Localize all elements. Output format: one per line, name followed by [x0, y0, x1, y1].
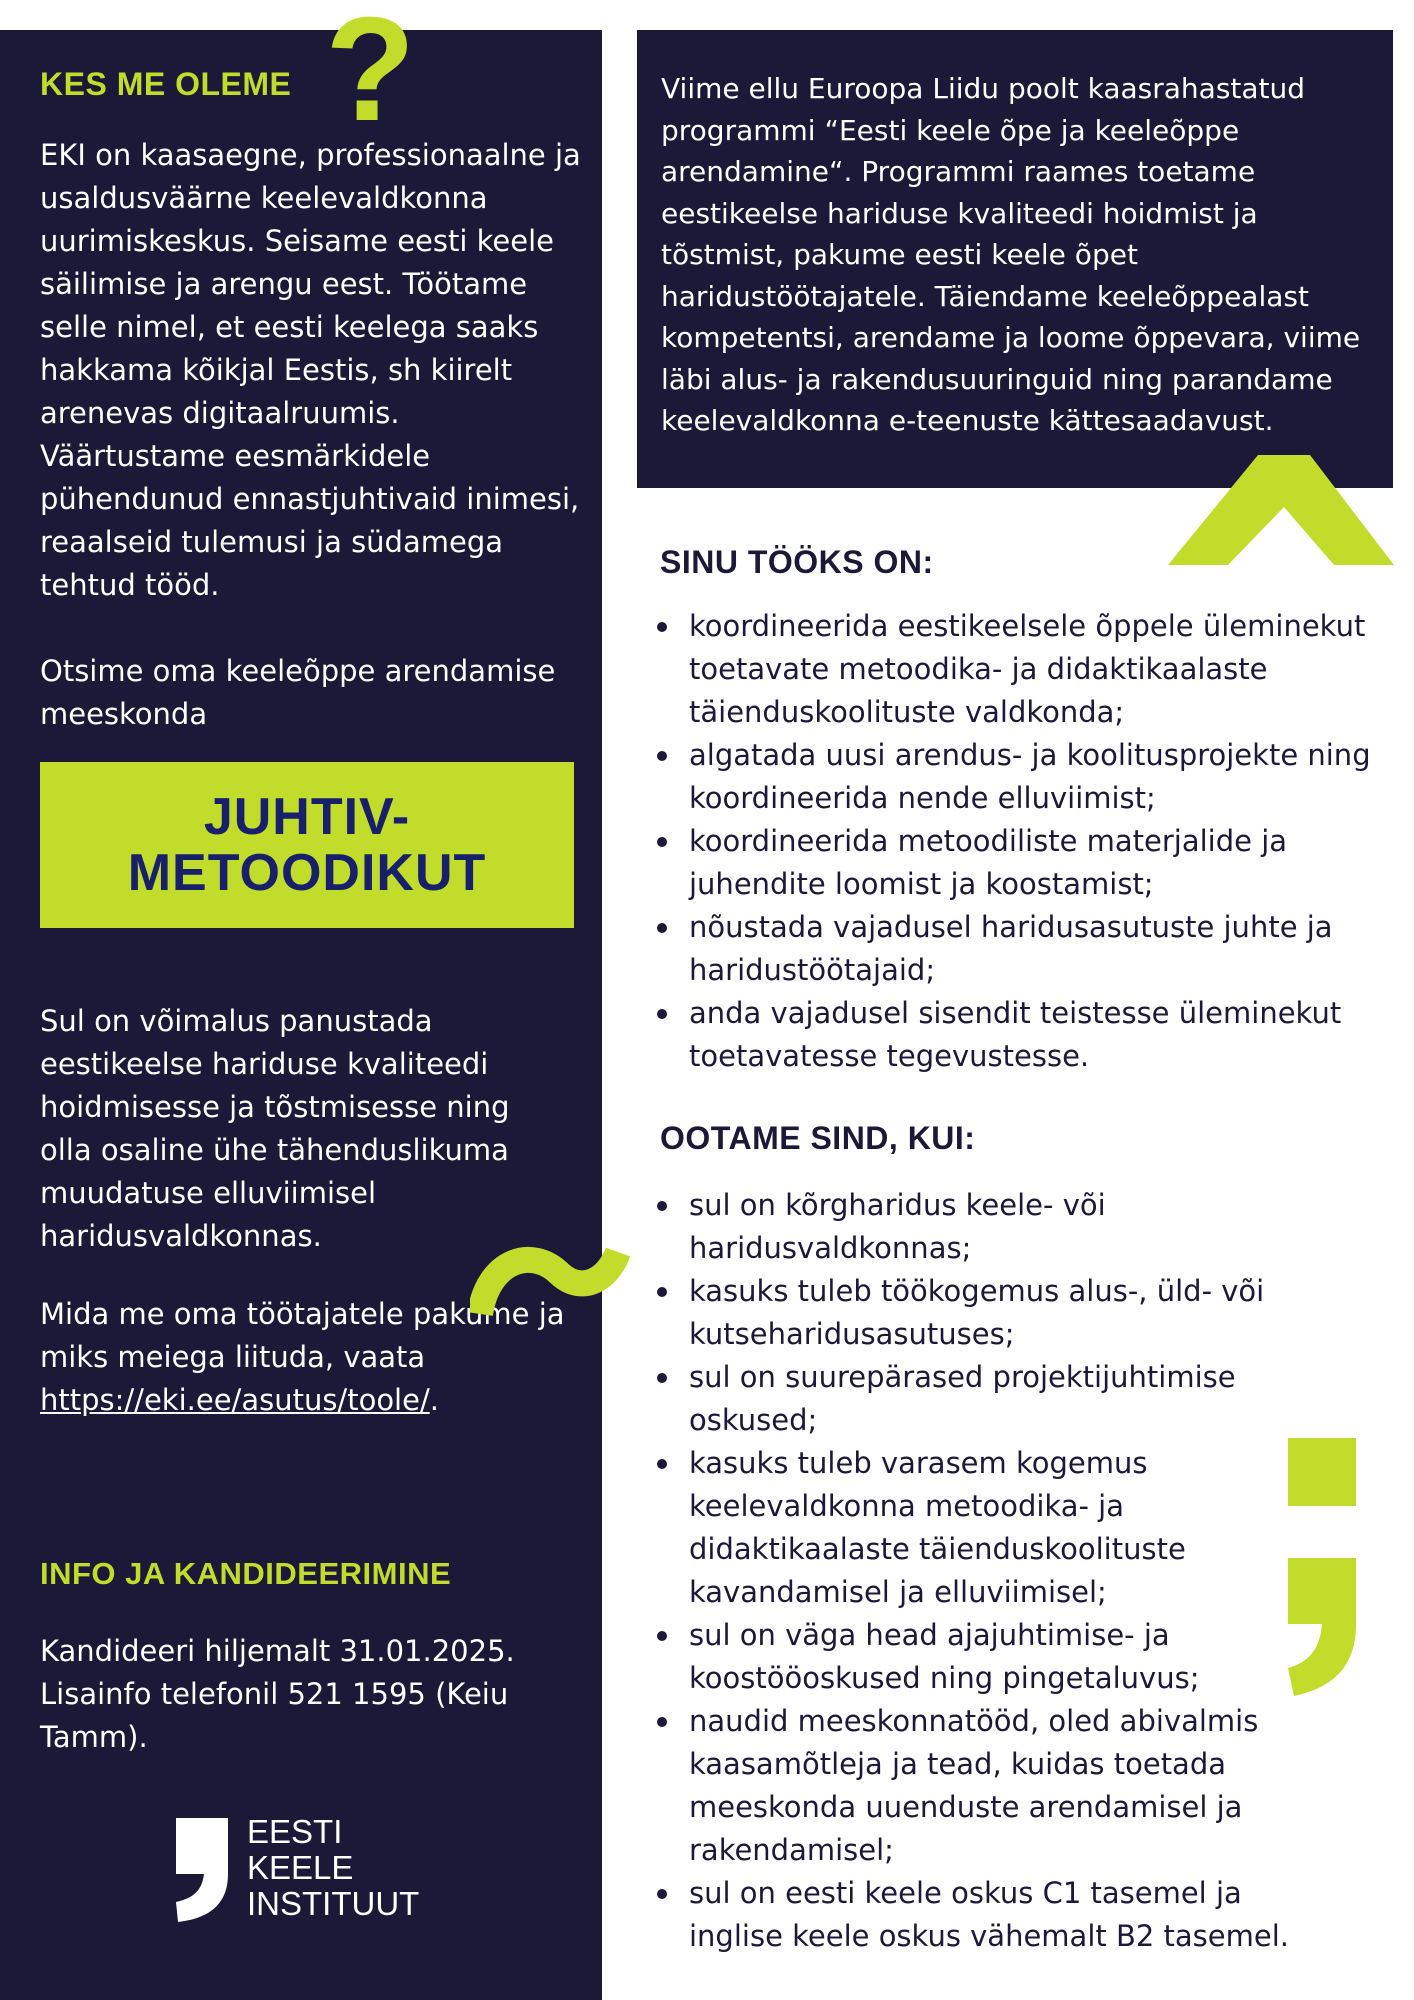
program-box [637, 30, 1393, 488]
list-item: sul on suurepärased projektijuhtimise oskused; [655, 1356, 1315, 1442]
semicolon-decoration-icon [1282, 1438, 1362, 1698]
eki-logo-icon [172, 1818, 232, 1922]
position-title-box [40, 762, 574, 928]
benefits-text: Mida me oma töötajatele pakume ja miks meiega liituda, vaata [40, 1297, 565, 1374]
position-title: JUHTIV- METOODIKUT [127, 788, 487, 902]
list-item: koordineerida eestikeelsele õppele üleminekut toetavate metoodika- ja didaktikaalaste täienduskoolituste valdkonda; [655, 605, 1375, 734]
list-item: naudid meeskonnatööd, oled abivalmis kaasamõtleja ja tead, kuidas toetada meeskonda uuenduste arendamisel ja rakendamisel; [655, 1700, 1315, 1872]
duties-list [655, 605, 1375, 1078]
about-text: EKI on kaasaegne, professionaalne ja usaldusväärne keelevaldkonna uurimiskeskus. Seisame eesti keele säilimise ja arengu eest. Töötame selle nimel, et eesti keelega saaks hakkama kõikjal Eestis, sh kiirelt arenevas digitaalruumis. Väärtustame eesmärkidele pühendunud ennastjuhtivaid inimesi, reaalseid tulemusi ja südamega tehtud tööd. [40, 138, 581, 602]
program-text: Viime ellu Euroopa Liidu poolt kaasrahastatud programmi “Eesti keele õpe ja keeleõppe arendamine“. Programmi raames toetame eestikeelse hariduse kvaliteedi hoidmist ja tõstmist, pakume eesti keele õpet haridustöötajatele. Täiendame keeleõppealast kompetentsi, arendame ja loome õppevara, viime läbi alus- ja rakendusuuringuid ning parandame keelevaldkonna e-teenuste kättesaadavust. [661, 72, 1361, 437]
list-item: koordineerida metoodiliste materjalide ja juhendite loomist ja koostamist; [655, 820, 1375, 906]
list-item: kasuks tuleb varasem kogemus keelevaldkonna metoodika- ja didaktikaalaste täienduskoolituste kavandamisel ja elluviimisel; [655, 1442, 1315, 1614]
question-mark-icon: ? [325, 0, 416, 152]
logo-text: EESTI KEELE INSTITUUT [247, 1813, 420, 1922]
info-heading: INFO JA KANDIDEERIMINE [40, 1556, 452, 1591]
list-item: sul on väga head ajajuhtimise- ja koostööoskused ning pingetaluvus; [655, 1614, 1315, 1700]
list-item: anda vajadusel sisendit teistesse üleminekut toetavatesse tegevustesse. [655, 992, 1375, 1078]
caret-decoration-icon [1168, 455, 1394, 565]
list-item: sul on kõrgharidus keele- või haridusvaldkonnas; [655, 1184, 1315, 1270]
list-item: kasuks tuleb töökogemus alus-, üld- või kutseharidusasutuses; [655, 1270, 1315, 1356]
requirements-heading: OOTAME SIND, KUI: [660, 1120, 976, 1156]
list-item: nõustada vajadusel haridusasutuste juhte ja haridustöötajaid; [655, 906, 1375, 992]
tilde-decoration-icon [470, 1232, 640, 1332]
about-heading: KES ME OLEME [40, 66, 292, 102]
info-text: Kandideeri hiljemalt 31.01.2025. Lisainfo telefonil 521 1595 (Keiu Tamm). [40, 1634, 515, 1754]
benefits-end: . [429, 1383, 439, 1417]
duties-heading: SINU TÖÖKS ON: [660, 544, 934, 580]
list-item: algatada uusi arendus- ja koolitusprojekte ning koordineerida nende elluviimist; [655, 734, 1375, 820]
search-text: Otsime oma keeleõppe arendamise meeskonda [40, 654, 556, 731]
list-item: sul on eesti keele oskus C1 tasemel ja inglise keele oskus vähemalt B2 tasemel. [655, 1872, 1315, 1958]
careers-link[interactable]: https://eki.ee/asutus/toole/ [40, 1383, 430, 1417]
opportunity-text: Sul on võimalus panustada eestikeelse hariduse kvaliteedi hoidmisesse ja tõstmisesse ning olla osaline ühe tähenduslikuma muudatuse elluviimisel haridusvaldkonnas. [40, 1004, 510, 1253]
requirements-list [655, 1184, 1315, 1958]
